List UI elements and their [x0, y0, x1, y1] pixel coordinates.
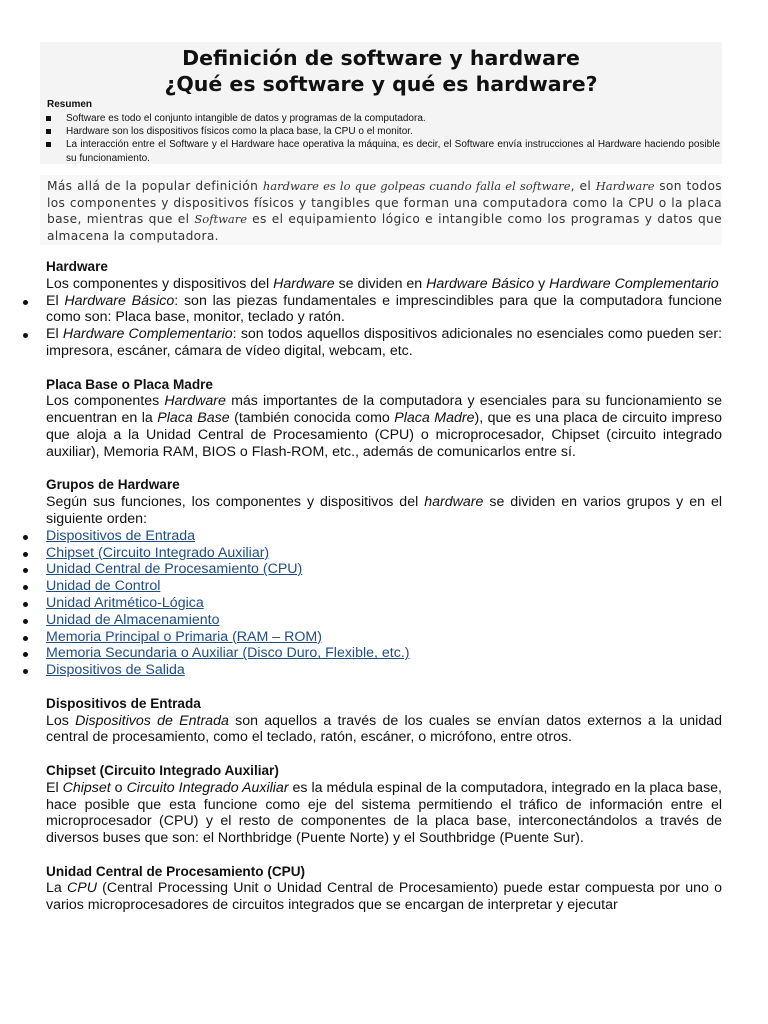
chipset-paragraph: El Chipset o Circuito Integrado Auxiliar es la médula espinal de la computadora, integrado en la placa base, hace posible que esta funcione como eje del sistema permitiendo el tráfico de información entre el microprocesador (CPU) y el resto de componentes de la placa base, interconectándolos a través de diversos buses que son: el Northbridge (Puente Norte) y el Southbridge (Puente Sur). — [46, 779, 722, 847]
intro-paragraph: Más allá de la popular definición hardware es lo que golpeas cuando falla el software, el Hardware son todos los componentes y dispositivos físicos y tangibles que forman una computadora como la CPU o la placa base, mientras que el Software es el equipamiento lógico e intangible como los programas y datos que almacena la computadora. — [40, 175, 722, 245]
link-unidad-control[interactable]: Unidad de Control — [46, 578, 161, 595]
list-item — [46, 528, 722, 545]
grupos-paragraph: Según sus funciones, los componentes y dispositivos del hardware se dividen en varios grupos y en el siguiente orden: — [46, 494, 722, 527]
list-item — [46, 578, 722, 595]
list-item — [46, 629, 722, 646]
section-heading-grupos: Grupos de Hardware — [46, 477, 180, 493]
link-dispositivos-entrada[interactable]: Dispositivos de Entrada — [46, 527, 196, 544]
entrada-paragraph: Los Dispositivos de Entrada son aquellos a través de los cuales se envían datos externos a la unidad central de procesamiento, como el teclado, ratón, escáner, o micrófono, entre otros. — [46, 712, 723, 746]
list-item — [46, 545, 722, 562]
section-heading-cpu: Unidad Central de Procesamiento (CPU) — [46, 863, 306, 879]
list-item — [46, 645, 722, 662]
link-chipset[interactable]: Chipset (Circuito Integrado Auxiliar) — [46, 544, 270, 561]
link-cpu[interactable]: Unidad Central de Procesamiento (CPU) — [46, 561, 303, 578]
link-unidad-almacenamiento[interactable]: Unidad de Almacenamiento — [46, 611, 220, 628]
link-memoria-secundaria[interactable]: Memoria Secundaria o Auxiliar (Disco Duro, Flexible, etc.) — [46, 645, 410, 662]
summary-item: Hardware son los dispositivos físicos como la placa base, la CPU o el monitor. — [40, 125, 722, 138]
cpu-paragraph: La CPU (Central Processing Unit o Unidad Central de Procesamiento) puede estar compuesta por uno o varios microprocesadores de circuitos integrados que se encargan de interpretar y ejecutar — [46, 880, 722, 914]
hardware-types-list — [46, 293, 722, 360]
link-dispositivos-salida[interactable]: Dispositivos de Salida — [46, 662, 185, 679]
placa-paragraph: Los componentes Hardware más importantes de la computadora y esenciales para su funcionamiento se encuentran en la Placa Base (también conocida como Placa Madre), que es una placa de circuito impreso que aloja a la Unidad Central de Procesamiento (CPU) o microprocesador, Chipset (circuito integrado auxiliar), Memoria RAM, BIOS o Flash-ROM, etc., además de comunicarlos entre sí. — [46, 393, 723, 460]
list-item — [46, 595, 722, 612]
list-item — [46, 662, 722, 679]
page-title: Definición de software y hardware — [182, 46, 580, 70]
link-memoria-principal[interactable]: Memoria Principal o Primaria (RAM – ROM) — [46, 628, 322, 645]
summary-item: La interacción entre el Software y el Hardware hace operativa la máquina, es decir, el Software envía instrucciones al Hardware haciendo posible su funcionamiento. — [40, 138, 722, 164]
page-subtitle: ¿Qué es software y qué es hardware? — [164, 72, 598, 96]
list-item: El Hardware Básico: son las piezas fundamentales e imprescindibles para que la computadora funcione como son: Placa base, monitor, teclado y ratón. — [46, 292, 722, 326]
list-item — [46, 612, 722, 629]
section-heading-hardware: Hardware — [46, 259, 108, 274]
summary-item: Software es todo el conjunto intangible de datos y programas de la computadora. — [40, 112, 722, 125]
list-item — [46, 561, 722, 578]
link-unidad-aritmetico-logica[interactable]: Unidad Aritmético-Lógica — [46, 594, 204, 611]
summary-label: Resumen — [47, 99, 93, 110]
main-content — [46, 259, 722, 914]
list-item: El Hardware Complementario: son todos aquellos dispositivos adicionales no esenciales como pueden ser: impresora, escáner, cámara de vídeo digital, webcam, etc. — [46, 326, 723, 359]
grupos-link-list — [46, 528, 722, 679]
hardware-paragraph: Los componentes y dispositivos del Hardware se dividen en Hardware Básico y Hardware Complementario — [46, 275, 719, 292]
section-heading-entrada: Dispositivos de Entrada — [46, 695, 201, 711]
section-heading-placa: Placa Base o Placa Madre — [46, 376, 213, 392]
section-heading-chipset: Chipset (Circuito Integrado Auxiliar) — [46, 762, 279, 778]
summary-list — [40, 112, 722, 165]
header-box — [40, 42, 722, 164]
